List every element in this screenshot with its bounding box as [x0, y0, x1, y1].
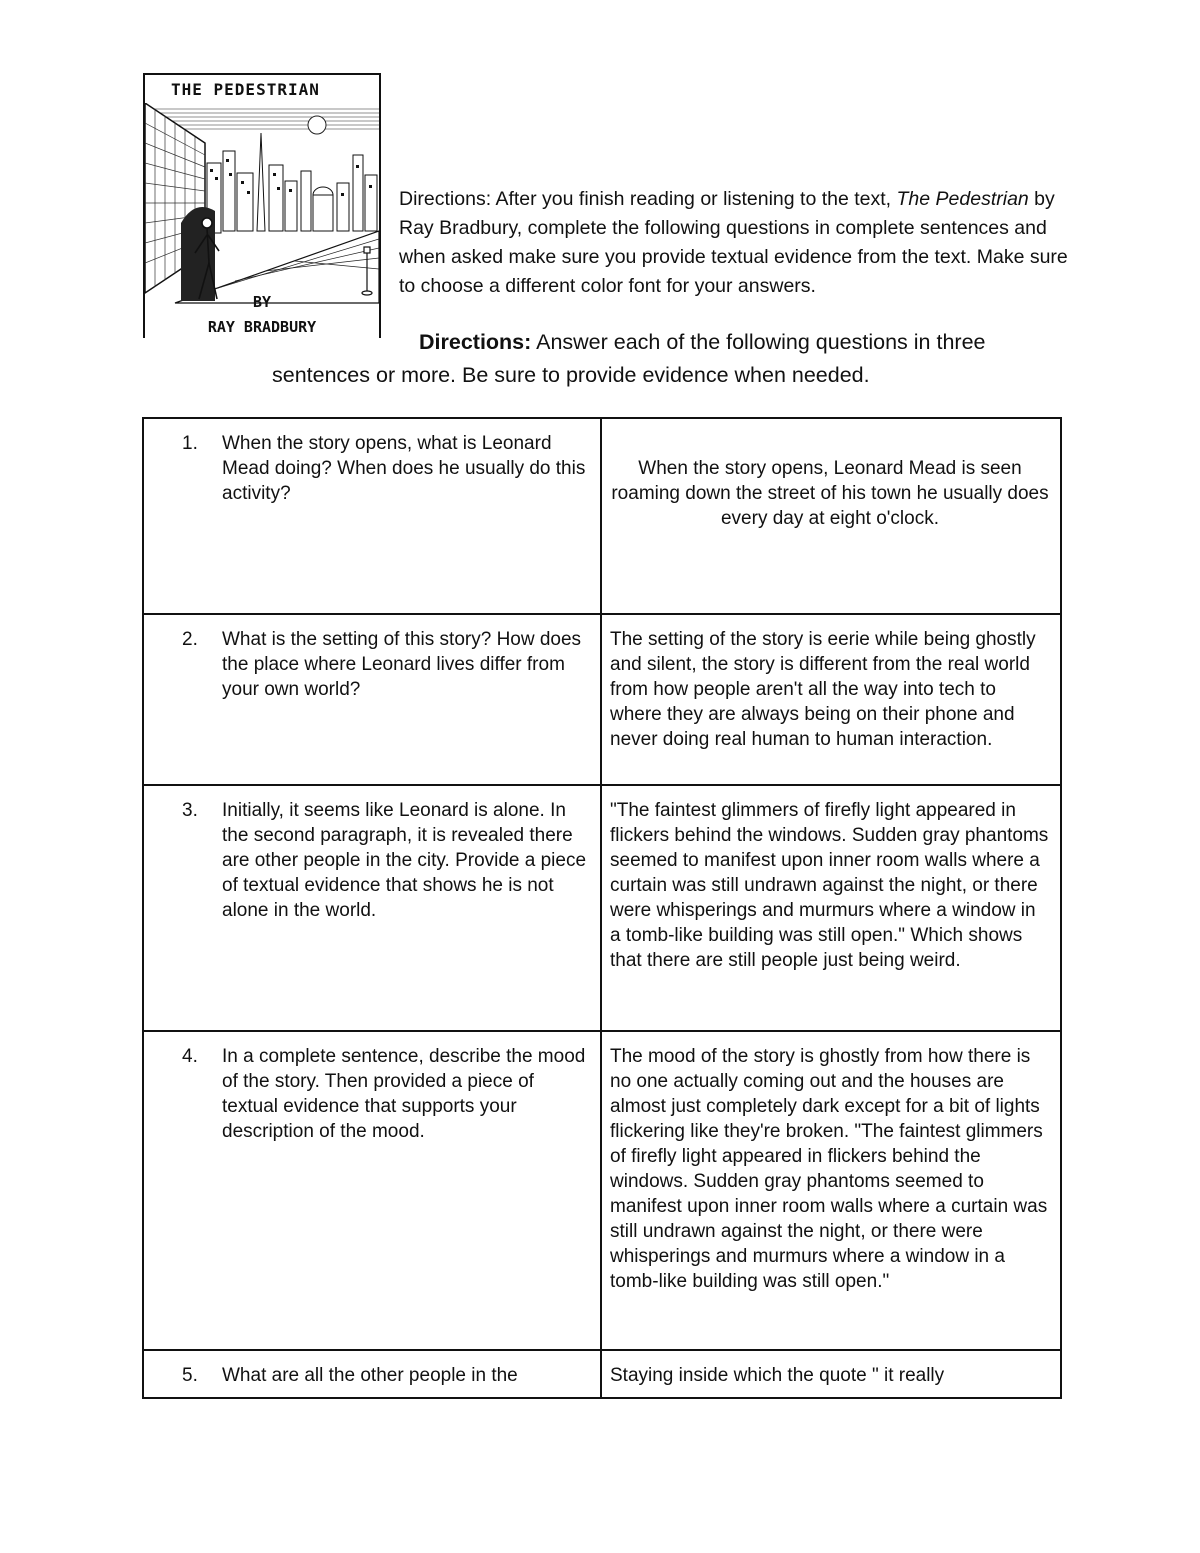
question-cell	[143, 1031, 601, 1350]
answer-cell[interactable]	[601, 1031, 1061, 1350]
question-cell	[143, 614, 601, 785]
question-number: 1.	[182, 433, 198, 454]
question-answer-table	[142, 417, 1062, 1399]
table-row	[143, 418, 1061, 614]
answer-text: The mood of the story is ghostly from how there is no one actually coming out and the houses are almost just completely dark except for a bit of lights flickering like they're broken. "The faintest glimmers of firefly light appeared in flickers behind the windows. Sudden gray phantoms seemed to manifest upon inner room walls where a curtain was still undrawn against the night, or there were whisperings and murmurs where a window in a tomb-like building was still open."	[610, 1046, 1048, 1292]
cover-title: THE PEDESTRIAN	[171, 80, 320, 99]
cover-author: RAY BRADBURY	[207, 318, 317, 336]
question-text: What are all the other people in the	[222, 1365, 518, 1386]
directions-intro-title: The Pedestrian	[896, 188, 1029, 210]
directions-second	[240, 326, 1060, 392]
question-cell	[143, 785, 601, 1031]
question-text: In a complete sentence, describe the mood of the story. Then provided a piece of textual evidence that supports your description of the mood.	[222, 1046, 586, 1142]
answer-text: "The faintest glimmers of firefly light appeared in flickers behind the windows. Sudden gray phantoms seemed to manifest upon inner room walls where a curtain was still undrawn against the night, or there were whisperings and murmurs where a window in a tomb-like building was still open." Which shows that there are still people just being weird.	[610, 800, 1049, 971]
directions-intro-part1: Directions: After you finish reading or listening to the text,	[399, 188, 897, 210]
question-cell	[143, 1350, 601, 1398]
directions-second-line1: Answer each of the following questions in three	[531, 330, 986, 354]
city-illustration	[145, 103, 379, 305]
answer-cell[interactable]	[601, 1350, 1061, 1398]
table-row	[143, 1350, 1061, 1398]
table-row	[143, 1031, 1061, 1350]
answer-cell[interactable]	[601, 614, 1061, 785]
table-row	[143, 614, 1061, 785]
directions-intro	[399, 185, 1069, 301]
directions-label: Directions:	[419, 330, 532, 354]
cover-by: BY	[252, 293, 272, 311]
question-number: 2.	[182, 629, 198, 650]
answer-text: The setting of the story is eerie while being ghostly and silent, the story is different from the real world from how people aren't all the way into tech to where they are always being on their phone and never doing real human to human interaction.	[610, 629, 1036, 750]
answer-text: When the story opens, Leonard Mead is seen roaming down the street of his town he usually does every day at eight o'clock.	[611, 458, 1049, 529]
question-text: What is the setting of this story? How does the place where Leonard lives differ from your own world?	[222, 629, 582, 700]
question-number: 3.	[182, 800, 198, 821]
answer-text: Staying inside which the quote " it really	[610, 1365, 945, 1386]
question-number: 5.	[182, 1365, 198, 1386]
table-row	[143, 785, 1061, 1031]
answer-cell[interactable]	[601, 785, 1061, 1031]
question-cell	[143, 418, 601, 614]
question-number: 4.	[182, 1046, 198, 1067]
question-text: When the story opens, what is Leonard Mead doing? When does he usually do this activity?	[222, 433, 586, 504]
directions-second-line2: sentences or more. Be sure to provide evidence when needed.	[272, 363, 870, 387]
directions-intro-part2: by Ray Bradbury, complete the following questions in complete sentences and when asked make sure you provide textual evidence from the text. Make sure to choose a different color font for your answers.	[399, 188, 1068, 297]
question-text: Initially, it seems like Leonard is alone. In the second paragraph, it is revealed there are other people in the city. Provide a piece of textual evidence that shows he is not alone in the world.	[222, 800, 587, 921]
book-cover	[143, 73, 381, 338]
answer-cell[interactable]	[601, 418, 1061, 614]
